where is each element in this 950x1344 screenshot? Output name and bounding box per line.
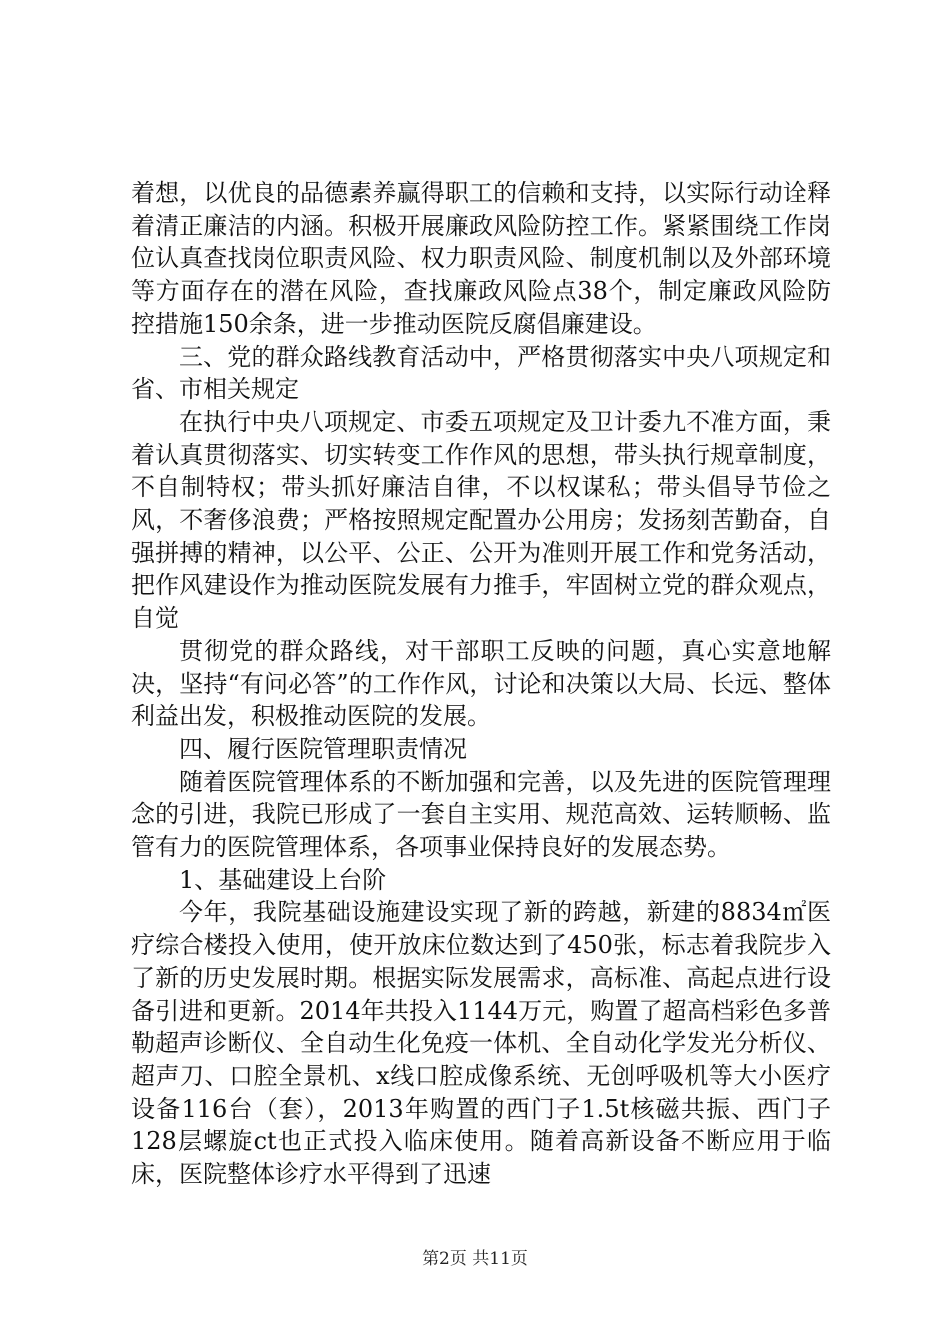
paragraph-eight-rules: 在执行中央八项规定、市委五项规定及卫计委九不准方面，秉着认真贯彻落实、切实转变工作作风的思想，带头执行规章制度，不自制特权；带头抓好廉洁自律，不以权谋私；带头倡导节俭之风，不奢侈浪费；严格按照规定配置办公用房；发扬刻苦勤奋，自强拼搏的精神，以公平、公正、公开为准则开展工作和党务活动，把作风建设作为推动医院发展有力推手，牢固树立党的群众观点，自觉 bbox=[131, 407, 831, 633]
subheading-infrastructure: 1、基础建设上台阶 bbox=[179, 865, 387, 894]
paragraph-mass-line: 贯彻党的群众路线，对干部职工反映的问题，真心实意地解决，坚持“有问必答”的工作作风，讨论和决策以大局、长远、整体利益出发，积极推动医院的发展。 bbox=[131, 636, 831, 731]
paragraph-infrastructure: 今年，我院基础设施建设实现了新的跨越，新建的8834㎡医疗综合楼投入使用，使开放床位数达到了450张，标志着我院步入了新的历史发展时期。根据实际发展需求，高标准、高起点进行设备引进和更新。2014年共投入1144万元，购置了超高档彩色多普勒超声诊断仪、全自动生化免疫一体机、全自动化学发光分析仪、超声刀、口腔全景机、x线口腔成像系统、无创呼吸机等大小医疗设备116台（套），2013年购置的西门子1.5t核磁共振、西门子128层螺旋ct也正式投入临床使用。随着高新设备不断应用于临床，医院整体诊疗水平得到了迅速 bbox=[131, 898, 831, 1189]
document-body bbox=[131, 177, 831, 1191]
section-heading-four: 四、履行医院管理职责情况 bbox=[179, 734, 467, 763]
page-footer bbox=[0, 1244, 950, 1269]
paragraph-management-system: 随着医院管理体系的不断加强和完善，以及先进的医院管理理念的引进，我院已形成了一套自主实用、规范高效、运转顺畅、监管有力的医院管理体系，各项事业保持良好的发展态势。 bbox=[131, 767, 831, 862]
paragraph-continuation: 着想，以优良的品德素养赢得职工的信赖和支持，以实际行动诠释着清正廉洁的内涵。积极开展廉政风险防控工作。紧紧围绕工作岗位认真查找岗位职责风险、权力职责风险、制度机制以及外部环境等方面存在的潜在风险，查找廉政风险点38个，制定廉政风险防控措施150余条，进一步推动医院反腐倡廉建设。 bbox=[131, 179, 831, 338]
page-number: 第2页 共11页 bbox=[422, 1249, 528, 1269]
section-heading-three: 三、党的群众路线教育活动中，严格贯彻落实中央八项规定和省、市相关规定 bbox=[131, 342, 831, 404]
